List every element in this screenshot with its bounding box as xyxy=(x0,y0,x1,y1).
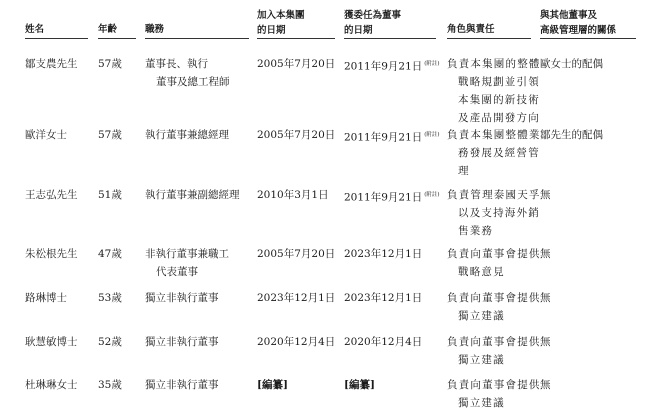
header-position: 職務 xyxy=(145,24,165,35)
cell-appoint-date xyxy=(344,186,440,207)
header-relation-line1: 與其他董事及 xyxy=(540,10,598,21)
cell-relation: 歐女士的配偶 xyxy=(540,58,603,70)
header-role: 角色與責任 xyxy=(447,24,495,35)
footnote-marker: (附註) xyxy=(424,132,440,138)
header-rule-appoint xyxy=(344,38,436,39)
cell-appoint-value: [編纂] xyxy=(344,379,375,391)
cell-name: 路琳博士 xyxy=(25,292,67,304)
header-appoint-date xyxy=(344,8,401,38)
cell-role xyxy=(447,186,541,240)
cell-role xyxy=(447,333,541,369)
cell-role-line: 負責向董事會提供 xyxy=(447,379,541,391)
cell-position-line: 董事及總工程師 xyxy=(156,76,230,88)
cell-role-line: 負責向董事會提供 xyxy=(447,292,541,304)
footnote-marker: (附註) xyxy=(424,192,440,198)
cell-role-line: 負責本集團的整體 xyxy=(447,58,541,70)
cell-appoint-value: 2011年9月21日 xyxy=(344,131,423,144)
cell-role-line: 及產品開發方向 xyxy=(458,112,540,124)
cell-position xyxy=(145,333,219,351)
cell-appoint-date xyxy=(344,333,422,351)
cell-role-line: 負責本集團整體業 xyxy=(447,129,541,141)
cell-role xyxy=(447,126,541,180)
cell-age: 52歲 xyxy=(98,336,122,348)
cell-position-line: 執行董事兼副總經理 xyxy=(145,189,240,201)
cell-role-line: 本集團的新技術 xyxy=(458,94,540,106)
header-rule-join xyxy=(257,38,335,39)
cell-role-line: 務發展及經營管 xyxy=(458,147,540,159)
cell-role-line: 獨立建議 xyxy=(458,397,505,409)
header-rule-role xyxy=(447,38,531,39)
cell-age: 53歲 xyxy=(98,292,122,304)
cell-age: 57歲 xyxy=(98,129,122,141)
cell-position xyxy=(145,55,230,91)
footnote-marker: (附註) xyxy=(424,61,440,67)
cell-position-line: 非執行董事兼職工 xyxy=(145,248,229,260)
cell-role xyxy=(447,55,541,127)
header-relation-line2: 高級管理層的關係 xyxy=(540,25,617,36)
cell-position-line: 執行董事兼總經理 xyxy=(145,129,229,141)
cell-name: 杜琳琳女士 xyxy=(25,379,78,391)
cell-age: 47歲 xyxy=(98,248,122,260)
header-join-date xyxy=(257,8,305,38)
header-appoint-line1: 獲委任為董事 xyxy=(344,10,402,21)
cell-position xyxy=(145,245,229,281)
header-join-line2: 的日期 xyxy=(257,25,286,36)
cell-role-line: 負責向董事會提供 xyxy=(447,248,541,260)
cell-age: 57歲 xyxy=(98,58,122,70)
cell-relation: 無 xyxy=(540,189,551,201)
cell-join-date: 2005年7月20日 xyxy=(257,58,336,70)
cell-name: 耿慧敏博士 xyxy=(25,336,78,348)
cell-relation: 無 xyxy=(540,336,551,348)
header-age: 年齡 xyxy=(98,24,118,35)
cell-relation: 無 xyxy=(540,379,551,391)
cell-position xyxy=(145,376,219,394)
cell-appoint-date xyxy=(344,55,440,76)
cell-appoint-value: 2023年12月1日 xyxy=(344,248,423,260)
cell-position xyxy=(145,126,229,144)
header-name: 姓名 xyxy=(25,24,45,35)
cell-relation: 無 xyxy=(540,292,551,304)
cell-name: 歐洋女士 xyxy=(25,129,67,141)
cell-role-line: 負責管理泰國天孚 xyxy=(447,189,541,201)
cell-role xyxy=(447,289,541,325)
cell-position-line: 獨立非執行董事 xyxy=(145,292,219,304)
cell-join-date: 2020年12月4日 xyxy=(257,336,336,348)
cell-join-date: 2010年3月1日 xyxy=(257,189,329,201)
cell-name: 鄒支農先生 xyxy=(25,58,78,70)
cell-role-line: 戰略規劃並引領 xyxy=(458,76,540,88)
cell-role xyxy=(447,376,541,412)
cell-position xyxy=(145,186,240,204)
cell-position-line: 獨立非執行董事 xyxy=(145,336,219,348)
header-relation xyxy=(540,8,616,38)
cell-appoint-value: 2011年9月21日 xyxy=(344,60,423,73)
cell-age: 51歲 xyxy=(98,189,122,201)
header-rule-age xyxy=(98,38,136,39)
cell-appoint-value: 2023年12月1日 xyxy=(344,292,423,304)
cell-name: 王志弘先生 xyxy=(25,189,78,201)
header-rule-relation xyxy=(540,38,636,39)
cell-join-date: 2005年7月20日 xyxy=(257,129,336,141)
cell-relation: 鄒先生的配偶 xyxy=(540,129,603,141)
cell-position-line: 代表董事 xyxy=(156,266,198,278)
cell-role-line: 負責向董事會提供 xyxy=(447,336,541,348)
cell-role-line: 以及支持海外銷 xyxy=(458,207,540,219)
cell-appoint-value: 2011年9月21日 xyxy=(344,191,423,204)
cell-role-line: 戰略意見 xyxy=(458,266,505,278)
header-rule-position xyxy=(145,38,249,39)
cell-join-date: 2023年12月1日 xyxy=(257,292,336,304)
cell-appoint-date xyxy=(344,126,440,147)
cell-join-date: 2005年7月20日 xyxy=(257,248,336,260)
cell-role-line: 理 xyxy=(458,165,470,177)
cell-appoint-date xyxy=(344,245,422,263)
cell-role-line: 獨立建議 xyxy=(458,310,505,322)
cell-role-line: 獨立建議 xyxy=(458,354,505,366)
header-join-line1: 加入本集團 xyxy=(257,10,305,21)
header-rule-name xyxy=(25,38,88,39)
cell-name: 朱松根先生 xyxy=(25,248,78,260)
cell-position xyxy=(145,289,219,307)
header-appoint-line2: 的日期 xyxy=(344,25,373,36)
cell-role xyxy=(447,245,541,281)
cell-appoint-date xyxy=(344,376,375,394)
cell-appoint-value: 2020年12月4日 xyxy=(344,336,423,348)
cell-join-date: [編纂] xyxy=(257,379,288,391)
cell-position-line: 獨立非執行董事 xyxy=(145,379,219,391)
cell-relation: 無 xyxy=(540,248,551,260)
cell-age: 35歲 xyxy=(98,379,122,391)
cell-appoint-date xyxy=(344,289,422,307)
cell-position-line: 董事長、執行 xyxy=(145,58,208,70)
cell-role-line: 售業務 xyxy=(458,225,494,237)
